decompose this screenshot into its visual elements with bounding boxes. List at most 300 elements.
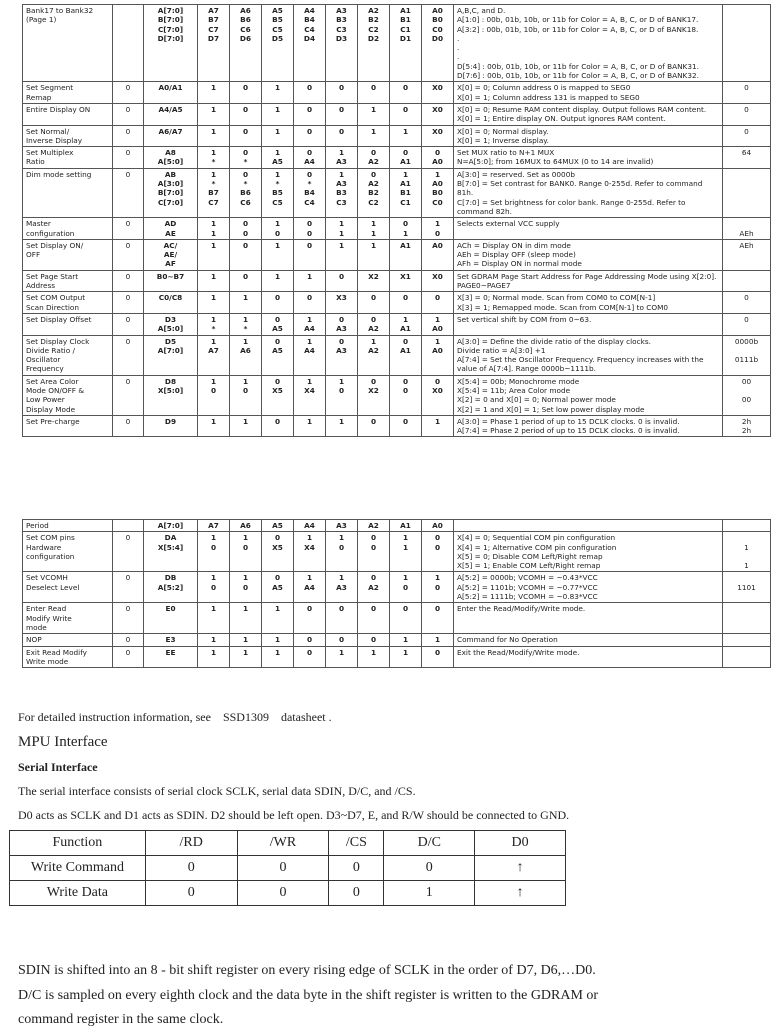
bit-cell-d2 (358, 572, 390, 603)
command-description: Set GDRAM Page Start Address for Page Addressing Mode using X[2:0]. PAGE0~PAGE7 (454, 270, 723, 292)
bit-value: A3 (336, 6, 347, 15)
bit-value: * (275, 179, 280, 189)
bit-cell-d0 (422, 335, 454, 375)
bit-value: D0 (431, 33, 444, 43)
hex-code: AC/ AE/ AF (144, 239, 198, 270)
table-row (23, 335, 771, 375)
bit-cell-d6 (230, 292, 262, 314)
bit-value: * (211, 157, 216, 167)
bit-value: 1 (338, 240, 345, 250)
bit-cell-d2 (358, 125, 390, 147)
bit-cell-d1 (390, 292, 422, 314)
bit-cell-d0 (422, 520, 454, 532)
bit-value: 0 (242, 385, 249, 395)
bit-value: X0 (432, 271, 443, 281)
bit-value: C4 (304, 197, 315, 207)
table-row (23, 646, 771, 668)
bit-value: 1 (210, 376, 217, 386)
bit-cell-d7 (198, 415, 230, 437)
command-description: Selects external VCC supply (454, 218, 723, 240)
bit-value: 1 (338, 573, 345, 583)
bit-cell-d6 (230, 5, 262, 82)
command-name: Set Pre-charge (23, 415, 113, 437)
bit-cell-d6 (230, 82, 262, 104)
hex-code: A8 A[5:0] (144, 147, 198, 169)
bit-cell-d1 (390, 103, 422, 125)
bit-value: X0 (432, 385, 443, 395)
dc-value: 0 (113, 532, 144, 572)
bit-value: 0 (306, 126, 313, 136)
bit-value: A3 (336, 521, 347, 530)
bit-value: 1 (210, 416, 217, 426)
bit-value: 1 (274, 647, 281, 657)
bit-value: 0 (434, 647, 441, 657)
dc-value (113, 520, 144, 532)
cell-d0: ↑ (475, 856, 566, 881)
bit-cell-d5 (262, 415, 294, 437)
bit-cell-d3 (326, 82, 358, 104)
reset-value: 2h 2h (723, 415, 771, 437)
bit-cell-d3 (326, 147, 358, 169)
bit-cell-d1 (390, 415, 422, 437)
hex-code: D3 A[5:0] (144, 313, 198, 335)
command-name: Period (23, 520, 113, 532)
bit-value: 1 (370, 336, 377, 346)
bit-value: X1 (400, 271, 411, 281)
bit-cell-d3 (326, 313, 358, 335)
bit-value: B5 (272, 15, 283, 25)
reset-value: 64 (723, 147, 771, 169)
header-cs: /CS (329, 831, 384, 856)
bit-value: 0 (306, 293, 313, 303)
bit-value: 0 (370, 533, 377, 543)
dc-value: 0 (113, 603, 144, 634)
table-row (23, 375, 771, 415)
bit-cell-d6 (230, 646, 262, 668)
reset-value: 0 (723, 103, 771, 125)
bit-value: C3 (336, 197, 347, 207)
bit-value: A0 (432, 324, 443, 334)
bit-value: A2 (368, 179, 379, 189)
command-table-1 (22, 4, 771, 437)
dc-value: 0 (113, 335, 144, 375)
table-row (23, 168, 771, 217)
hex-code: AD AE (144, 218, 198, 240)
bit-value: 1 (370, 219, 377, 229)
bit-cell-d5 (262, 634, 294, 646)
bit-value: B0 (432, 188, 443, 198)
bit-cell-d4 (294, 168, 326, 217)
bit-value: A3 (336, 582, 347, 592)
bit-value: A5 (272, 6, 283, 15)
hex-code: AB A[3:0] B[7:0] C[7:0] (144, 168, 198, 217)
bit-value: A5 (272, 345, 283, 355)
bit-cell-d5 (262, 646, 294, 668)
bit-value: 1 (210, 169, 217, 179)
bit-cell-d0 (422, 415, 454, 437)
bit-value: 1 (210, 271, 217, 281)
bit-value: A0 (432, 345, 443, 355)
bit-value: B7 (208, 188, 219, 198)
reset-value: 0 (723, 125, 771, 147)
table-row (23, 415, 771, 437)
bit-value: D1 (399, 33, 412, 43)
bit-value: A4 (304, 582, 315, 592)
bit-value: C6 (240, 197, 251, 207)
bit-value: D3 (335, 33, 348, 43)
bit-cell-d2 (358, 5, 390, 82)
bit-cell-d1 (390, 532, 422, 572)
bit-cell-d3 (326, 335, 358, 375)
command-name: Entire Display ON (23, 103, 113, 125)
bit-cell-d4 (294, 572, 326, 603)
bit-cell-d3 (326, 646, 358, 668)
dc-value: 0 (113, 634, 144, 646)
bit-cell-d5 (262, 520, 294, 532)
bit-cell-d7 (198, 82, 230, 104)
hex-code: B0~B7 (144, 270, 198, 292)
bit-value: A3 (336, 345, 347, 355)
command-name: Bank17 to Bank32 (Page 1) (23, 5, 113, 82)
bit-value: * (243, 157, 248, 167)
bit-cell-d7 (198, 603, 230, 634)
table-row (10, 881, 566, 906)
cell-cs: 0 (329, 881, 384, 906)
dc-value: 0 (113, 125, 144, 147)
command-description: A[3:0] = reserved. Set as 0000b B[7:0] = Set contrast for BANK0. Range 0-255d. Refer to command 81h. C[7:0] = Set brightness for color bank. Range 0-255d. Refer to command 82h. (454, 168, 723, 217)
bit-value: 0 (306, 228, 313, 238)
bit-cell-d0 (422, 125, 454, 147)
hex-code: DA X[5:4] (144, 532, 198, 572)
bit-value: X2 (368, 385, 379, 395)
bit-value: 1 (274, 148, 281, 158)
table-row (23, 103, 771, 125)
bit-cell-d5 (262, 375, 294, 415)
bit-value: B1 (400, 188, 411, 198)
bit-cell-d0 (422, 313, 454, 335)
bit-cell-d0 (422, 603, 454, 634)
hex-code: E0 (144, 603, 198, 634)
command-description: A[3:0] = Define the divide ratio of the display clocks. Divide ratio = A[3:0] +1 A[7:4] = Set the Oscillator Frequency. Frequency increases with the value of A[7:4]. Range 0000b~1111b. (454, 335, 723, 375)
bit-value: 1 (210, 573, 217, 583)
bit-value: 1 (434, 169, 441, 179)
bit-value: 0 (242, 219, 249, 229)
bit-cell-d2 (358, 270, 390, 292)
bit-cell-d5 (262, 335, 294, 375)
bit-cell-d1 (390, 335, 422, 375)
bit-value: A0 (432, 157, 443, 167)
bit-value: 1 (338, 219, 345, 229)
bit-value: 1 (274, 604, 281, 614)
bit-value: B4 (304, 15, 315, 25)
bit-cell-d5 (262, 532, 294, 572)
bit-cell-d2 (358, 335, 390, 375)
bit-value: 1 (274, 126, 281, 136)
bit-cell-d4 (294, 218, 326, 240)
command-name: Set COM pins Hardware configuration (23, 532, 113, 572)
bit-value: 0 (434, 293, 441, 303)
bit-cell-d4 (294, 147, 326, 169)
command-description: Exit the Read/Modify/Write mode. (454, 646, 723, 668)
bit-cell-d1 (390, 634, 422, 646)
bit-cell-d4 (294, 125, 326, 147)
bit-cell-d7 (198, 103, 230, 125)
bit-value: A1 (400, 521, 411, 530)
bit-cell-d7 (198, 147, 230, 169)
bit-cell-d2 (358, 634, 390, 646)
bit-value: 1 (242, 314, 249, 324)
hex-code: A4/A5 (144, 103, 198, 125)
bit-value: 0 (402, 376, 409, 386)
bit-value: 0 (370, 542, 377, 552)
cell-function: Write Command (10, 856, 146, 881)
bit-cell-d4 (294, 292, 326, 314)
bit-value: D4 (303, 33, 316, 43)
command-description: A,B,C, and D. A[1:0] : 00b, 01b, 10b, or 11b for Color = A, B, C, or D of BANK17. A[3:2] : 00b, 01b, 10b, or 11b for Color = A, B, C, or D of BANK18. . . . D[5:4] : 00b, 01b, 10b, or 11b for Color = A, B, C, or D of BANK31. D[7:6] : 00b, 01b, 10b, or 11b for Color = A, B, C, or D of BANK32. (454, 5, 723, 82)
hex-code: A[7:0] (144, 520, 198, 532)
bit-cell-d4 (294, 103, 326, 125)
bit-value: 1 (210, 293, 217, 303)
bit-value: 1 (210, 148, 217, 158)
bit-value: 0 (338, 126, 345, 136)
body-paragraph-1: SDIN is shifted into an 8 - bit shift register on every rising edge of SCLK in the order of D7, D6,…D0. (18, 963, 596, 978)
bit-value: C5 (272, 197, 283, 207)
bit-cell-d7 (198, 218, 230, 240)
bit-value: A0 (432, 6, 443, 15)
bit-cell-d7 (198, 168, 230, 217)
bit-cell-d2 (358, 415, 390, 437)
bit-value: 0 (370, 416, 377, 426)
bit-value: 0 (434, 582, 441, 592)
bit-value: C0 (432, 24, 443, 34)
bit-value: 1 (370, 126, 377, 136)
bit-cell-d3 (326, 239, 358, 270)
bit-value: X0 (432, 104, 443, 114)
bit-cell-d6 (230, 415, 262, 437)
command-description: A[3:0] = Phase 1 period of up to 15 DCLK clocks. 0 is invalid. A[7:4] = Phase 2 period of up to 15 DCLK clocks. 0 is invalid. (454, 415, 723, 437)
bit-value: 0 (306, 604, 313, 614)
bit-cell-d7 (198, 270, 230, 292)
bit-value: 1 (306, 416, 313, 426)
bit-cell-d6 (230, 634, 262, 646)
reset-value: 0 (723, 313, 771, 335)
bit-value: C7 (208, 24, 219, 34)
cell-dc: 0 (384, 856, 475, 881)
command-description: ACh = Display ON in dim mode AEh = Display OFF (sleep mode) AFh = Display ON in normal mode (454, 239, 723, 270)
bit-value: 1 (274, 271, 281, 281)
table-row (23, 147, 771, 169)
table-row (23, 532, 771, 572)
bit-cell-d3 (326, 270, 358, 292)
hex-code: EE (144, 646, 198, 668)
bit-value: 1 (402, 228, 409, 238)
bit-cell-d0 (422, 218, 454, 240)
bit-cell-d3 (326, 125, 358, 147)
bit-cell-d0 (422, 103, 454, 125)
cell-rd: 0 (145, 856, 237, 881)
dc-value: 0 (113, 168, 144, 217)
bit-cell-d4 (294, 270, 326, 292)
bit-value: B0 (432, 15, 443, 25)
dc-value (113, 5, 144, 82)
table-row (23, 292, 771, 314)
reset-value (723, 646, 771, 668)
dc-value: 0 (113, 270, 144, 292)
bit-value: 1 (210, 635, 217, 645)
cell-d0: ↑ (475, 881, 566, 906)
bit-value: 0 (242, 582, 249, 592)
reset-value: 0000b 0111b (723, 335, 771, 375)
bit-value: 0 (338, 635, 345, 645)
serial-table-header (10, 831, 566, 856)
bit-value: 1 (274, 635, 281, 645)
bit-cell-d6 (230, 375, 262, 415)
bit-value: 0 (402, 148, 409, 158)
bit-cell-d4 (294, 603, 326, 634)
command-name: Set Normal/ Inverse Display (23, 125, 113, 147)
bit-value: B2 (368, 188, 379, 198)
bit-cell-d1 (390, 520, 422, 532)
bit-value: X2 (368, 271, 379, 281)
header-dc: D/C (384, 831, 475, 856)
reset-value: 00 00 (723, 375, 771, 415)
command-name: Set Display Clock Divide Ratio / Oscillator Frequency (23, 335, 113, 375)
reset-value: 1101 (723, 572, 771, 603)
bit-value: 0 (306, 169, 313, 179)
bit-value: 1 (338, 148, 345, 158)
bit-value: 1 (370, 240, 377, 250)
bit-value: A2 (368, 6, 379, 15)
bit-value: 0 (242, 148, 249, 158)
bit-value: A4 (304, 521, 315, 530)
bit-cell-d2 (358, 292, 390, 314)
bit-value: 0 (434, 228, 441, 238)
bit-value: * (243, 179, 248, 189)
hex-code: D9 (144, 415, 198, 437)
header-rd: /RD (145, 831, 237, 856)
bit-value: A2 (368, 324, 379, 334)
bit-cell-d0 (422, 292, 454, 314)
command-description: Set MUX ratio to N+1 MUX N=A[5:0]; from 16MUX to 64MUX (0 to 14 are invalid) (454, 147, 723, 169)
dc-value: 0 (113, 572, 144, 603)
cell-cs: 0 (329, 856, 384, 881)
bit-cell-d6 (230, 572, 262, 603)
bit-value: A7 (208, 345, 219, 355)
bit-cell-d6 (230, 532, 262, 572)
command-name: Enter Read Modify Write mode (23, 603, 113, 634)
bit-value: C6 (240, 24, 251, 34)
cell-dc: 1 (384, 881, 475, 906)
bit-value: 1 (274, 169, 281, 179)
bit-cell-d2 (358, 646, 390, 668)
reset-value: 0 (723, 82, 771, 104)
command-description: X[5:4] = 00b; Monochrome mode X[5:4] = 11b; Area Color mode X[2] = 0 and X[0] = 0; Normal power mode X[2] = 1 and X[0] = 1; Set low power display mode (454, 375, 723, 415)
command-name: Set Display Offset (23, 313, 113, 335)
bit-value: 0 (274, 573, 281, 583)
bit-value: 1 (306, 533, 313, 543)
bit-value: 1 (210, 647, 217, 657)
bit-value: 0 (306, 219, 313, 229)
bit-value: A0 (432, 179, 443, 189)
cell-function: Write Data (10, 881, 146, 906)
bit-value: 0 (402, 604, 409, 614)
hex-code: D8 X[5:0] (144, 375, 198, 415)
bit-value: 0 (402, 293, 409, 303)
bit-value: 1 (242, 573, 249, 583)
bit-value: 1 (242, 604, 249, 614)
bit-value: 0 (434, 376, 441, 386)
bit-value: X4 (304, 542, 315, 552)
bit-value: 0 (402, 104, 409, 114)
bit-cell-d6 (230, 147, 262, 169)
bit-value: A5 (272, 157, 283, 167)
bit-cell-d6 (230, 270, 262, 292)
dc-value: 0 (113, 375, 144, 415)
bit-cell-d5 (262, 82, 294, 104)
command-description: Command for No Operation (454, 634, 723, 646)
bit-value: A3 (336, 324, 347, 334)
bit-value: 0 (242, 126, 249, 136)
bit-cell-d2 (358, 313, 390, 335)
bit-value: A4 (304, 6, 315, 15)
bit-value: 0 (402, 416, 409, 426)
header-wr: /WR (237, 831, 329, 856)
bit-cell-d7 (198, 239, 230, 270)
bit-cell-d1 (390, 375, 422, 415)
bit-cell-d7 (198, 375, 230, 415)
bit-cell-d2 (358, 168, 390, 217)
bit-cell-d6 (230, 313, 262, 335)
hex-code: A[7:0] B[7:0] C[7:0] D[7:0] (144, 5, 198, 82)
bit-value: 1 (306, 271, 313, 281)
bit-value: 0 (370, 314, 377, 324)
table-row (10, 856, 566, 881)
bit-cell-d3 (326, 603, 358, 634)
command-name: Set Page Start Address (23, 270, 113, 292)
bit-cell-d4 (294, 335, 326, 375)
bit-value: 0 (242, 104, 249, 114)
dc-value: 0 (113, 218, 144, 240)
command-name: Set COM Output Scan Direction (23, 292, 113, 314)
bit-value: 0 (242, 228, 249, 238)
bit-value: 0 (210, 385, 217, 395)
bit-value: 0 (306, 104, 313, 114)
bit-cell-d7 (198, 646, 230, 668)
hex-code: A6/A7 (144, 125, 198, 147)
bit-cell-d4 (294, 646, 326, 668)
bit-value: 1 (370, 104, 377, 114)
bit-cell-d2 (358, 375, 390, 415)
bit-value: X4 (304, 385, 315, 395)
bit-value: A6 (240, 521, 251, 530)
bit-cell-d7 (198, 634, 230, 646)
bit-value: A2 (368, 157, 379, 167)
bit-value: C2 (368, 24, 379, 34)
cell-rd: 0 (145, 881, 237, 906)
table-row (23, 603, 771, 634)
bit-value: 1 (402, 542, 409, 552)
bit-value: A2 (368, 521, 379, 530)
bit-value: 1 (210, 219, 217, 229)
hex-code: C0/C8 (144, 292, 198, 314)
bit-value: 0 (274, 376, 281, 386)
bit-value: A6 (240, 345, 251, 355)
bit-cell-d5 (262, 239, 294, 270)
serial-description-2: D0 acts as SCLK and D1 acts as SDIN. D2 should be left open. D3~D7, E, and R/W should be connected to GND. (18, 808, 570, 822)
bit-value: A7 (208, 521, 219, 530)
body-paragraph-2: D/C is sampled on every eighth clock and the data byte in the shift register is written to the GDRAM or (18, 988, 599, 1003)
bit-cell-d5 (262, 313, 294, 335)
